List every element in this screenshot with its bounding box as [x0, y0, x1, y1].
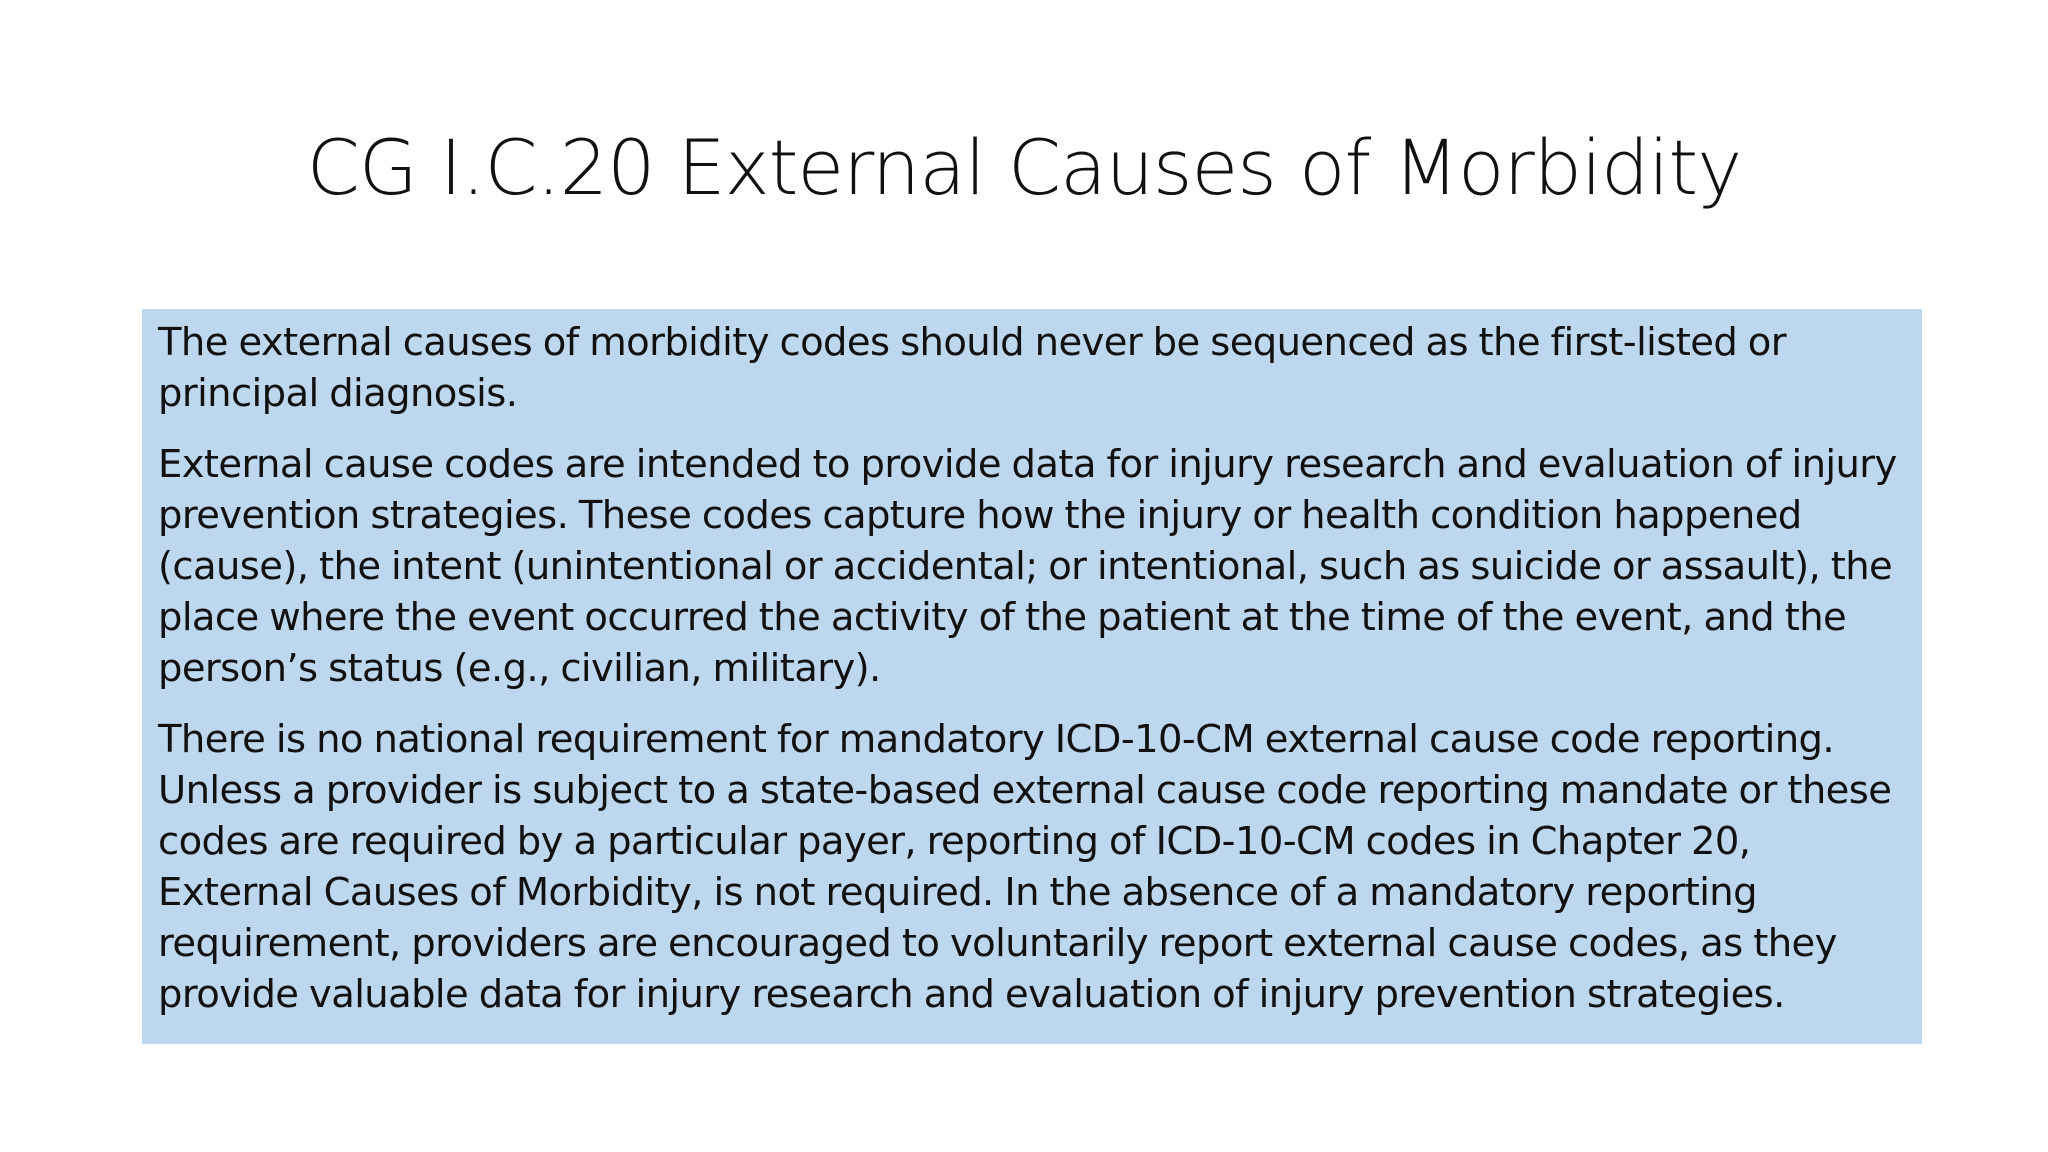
paragraph-reporting-requirement: There is no national requirement for mandatory ICD-10-CM external cause code reporting. Unless a provider is subject to a state-based external cause code reporting mandate or these codes are required by a particular payer, reporting of ICD-10-CM codes in Chapter 20, External Causes of Morbidity, is not required. In the absence of a mandatory reporting requirement, providers are encouraged to voluntarily report external cause codes, as they provide valuable data for injury research and evaluation of injury prevention strategies.	[158, 717, 1892, 1017]
paragraph-sequencing-rule: The external causes of morbidity codes should never be sequenced as the first-listed or principal diagnosis.	[158, 320, 1786, 416]
content-text-box	[142, 309, 1922, 1044]
paragraph-purpose: External cause codes are intended to provide data for injury research and evaluation of injury prevention strategies. These codes capture how the injury or health condition happened (cause), the intent (unintentional or accidental; or intentional, such as suicide or assault), the place where the event occurred the activity of the patient at the time of the event, and the person’s status (e.g., civilian, military).	[158, 442, 1897, 691]
slide-title: CG I.C.20 External Causes of Morbidity	[306, 123, 1742, 212]
